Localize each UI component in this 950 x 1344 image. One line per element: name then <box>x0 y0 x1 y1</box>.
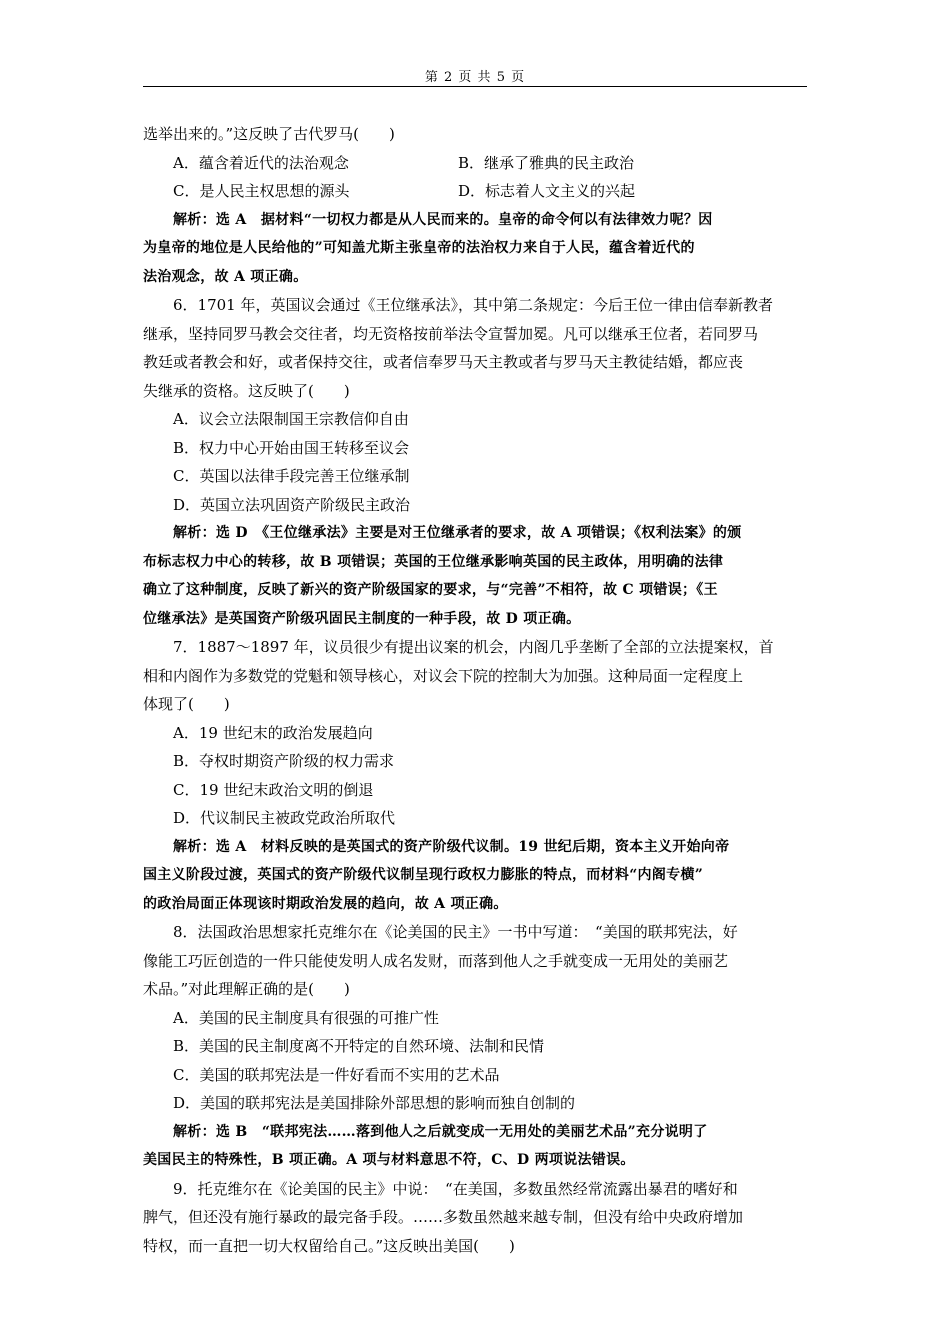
option-row <box>143 177 807 206</box>
document-body <box>143 120 807 1260</box>
analysis-line <box>143 1118 807 1147</box>
analysis-line: 确立了这种制度，反映了新兴的资产阶级国家的要求，与“完善”不相符，故 C 项错误；《王 <box>143 582 718 598</box>
option-row <box>143 149 807 178</box>
header-rule <box>143 86 807 87</box>
question-stem-line: 继承，坚持同罗马教会交往者，均无资格按前举法令宣誓加冕。凡可以继承王位者，若同罗马 <box>143 324 759 343</box>
analysis-label: 解析： <box>173 838 216 855</box>
option-c: C．美国的联邦宪法是一件好看而不实用的艺术品 <box>173 1065 500 1084</box>
analysis-line <box>143 519 807 548</box>
question-stem-line: 7．1887～1897 年，议员很少有提出议案的机会，内阁几乎垄断了全部的立法提案权，首 <box>173 638 774 656</box>
option-a: A．议会立法限制国王宗教信仰自由 <box>173 410 409 428</box>
analysis-line: 位继承法》是英国资产阶级巩固民主制度的一种手段，故 D 项正确。 <box>143 610 581 627</box>
analysis-text: 选 A 据材料“一切权力都是从人民而来的。皇帝的命令何以有法律效力呢？因 <box>215 211 713 228</box>
option-c: C．19 世纪末政治文明的倒退 <box>173 780 374 799</box>
option-b: B．权力中心开始由国王转移至议会 <box>173 438 410 457</box>
option-d: D．美国的联邦宪法是美国排除外部思想的影响而独自创制的 <box>173 1094 576 1112</box>
question-8 <box>143 918 807 1175</box>
analysis-line <box>143 206 807 235</box>
question-7 <box>143 633 807 918</box>
option-d: D．代议制民主被政党政治所取代 <box>173 809 396 827</box>
question-stem-line: 教廷或者教会和好，或者保持交往，或者信奉罗马天主教或者与罗马天主教徒结婚，都应丧 <box>143 353 744 371</box>
question-stem-line: 6．1701 年，英国议会通过《王位继承法》，其中第二条规定：今后王位一律由信奉新教者 <box>173 296 773 314</box>
analysis-line: 的政治局面正体现该时期政治发展的趋向，故 A 项正确。 <box>143 895 508 912</box>
option-d: D．标志着人文主义的兴起 <box>458 182 636 200</box>
question-stem-line: 相和内阁作为多数党的党魁和领导核心，对议会下院的控制大为加强。这种局面一定程度上 <box>143 666 744 685</box>
question-5 <box>143 120 807 291</box>
question-stem-line: 脾气，但还没有施行暴政的最完备手段。……多数虽然越来越专制，但没有给中央政府增加 <box>143 1208 744 1226</box>
analysis-text: 选 A 材料反映的是英国式的资产阶级代议制。19 世纪后期，资本主义开始向帝 <box>215 838 730 855</box>
analysis-text: 选 B “联邦宪法……落到他人之后就变成一无用处的美丽艺术品”充分说明了 <box>215 1123 708 1140</box>
option-a: A．美国的民主制度具有很强的可推广性 <box>173 1008 439 1027</box>
question-stem-line: 术品。”对此理解正确的是( ) <box>143 980 350 998</box>
analysis-label: 解析： <box>173 211 216 228</box>
page-header: 第 2 页 共 5 页 <box>424 70 526 85</box>
option-a: A．蕴含着近代的法治观念 <box>173 153 349 172</box>
question-stem-line: 体现了( ) <box>143 695 230 713</box>
analysis-label: 解析： <box>173 525 216 541</box>
analysis-label: 解析： <box>173 1123 216 1140</box>
option-b: B．夺权时期资产阶级的权力需求 <box>173 752 395 770</box>
analysis-line: 为皇帝的地位是人民给他的”可知盖尤斯主张皇帝的法治权力来自于人民，蕴含着近代的 <box>143 240 695 256</box>
question-stem-line: 失继承的资格。这反映了( ) <box>143 381 350 400</box>
option-b: B．美国的民主制度离不开特定的自然环境、法制和民情 <box>173 1037 545 1055</box>
question-stem-line: 特权，而一直把一切大权留给自己。”这反映出美国( ) <box>143 1236 515 1255</box>
analysis-line: 国主义阶段过渡，英国式的资产阶级代议制呈现行政权力膨胀的特点，而材料“内阁专横” <box>143 867 704 883</box>
question-stem-line: 8．法国政治思想家托克维尔在《论美国的民主》一书中写道： “美国的联邦宪法，好 <box>173 923 738 941</box>
option-d: D．英国立法巩固资产阶级民主政治 <box>173 495 411 514</box>
analysis-text: 选 D 《王位继承法》主要是对王位继承者的要求，故 A 项错误；《权利法案》的颁 <box>215 525 742 541</box>
option-b: B．继承了雅典的民主政治 <box>458 153 635 172</box>
analysis-line: 法治观念，故 A 项正确。 <box>143 268 308 285</box>
question-stem-line: 像能工巧匠创造的一件只能使发明人成名发财，而落到他人之手就变成一无用处的美丽艺 <box>143 951 729 970</box>
analysis-line: 布标志权力中心的转移，故 B 项错误；英国的王位继承影响英国的民主政体，用明确的法律 <box>143 553 724 570</box>
option-c: C．英国以法律手段完善王位继承制 <box>173 467 410 485</box>
question-9 <box>143 1175 807 1261</box>
analysis-line <box>143 833 807 862</box>
question-6 <box>143 291 807 633</box>
analysis-line: 美国民主的特殊性，B 项正确。A 项与材料意思不符，C、D 两项说法错误。 <box>143 1152 635 1168</box>
question-stem-line: 9．托克维尔在《论美国的民主》中说： “在美国，多数虽然经常流露出暴君的嗜好和 <box>173 1179 738 1198</box>
option-c: C．是人民主权思想的源头 <box>173 182 350 200</box>
option-a: A．19 世纪末的政治发展趋向 <box>173 723 373 742</box>
question-stem-line: 选举出来的。”这反映了古代罗马( ) <box>143 125 395 143</box>
